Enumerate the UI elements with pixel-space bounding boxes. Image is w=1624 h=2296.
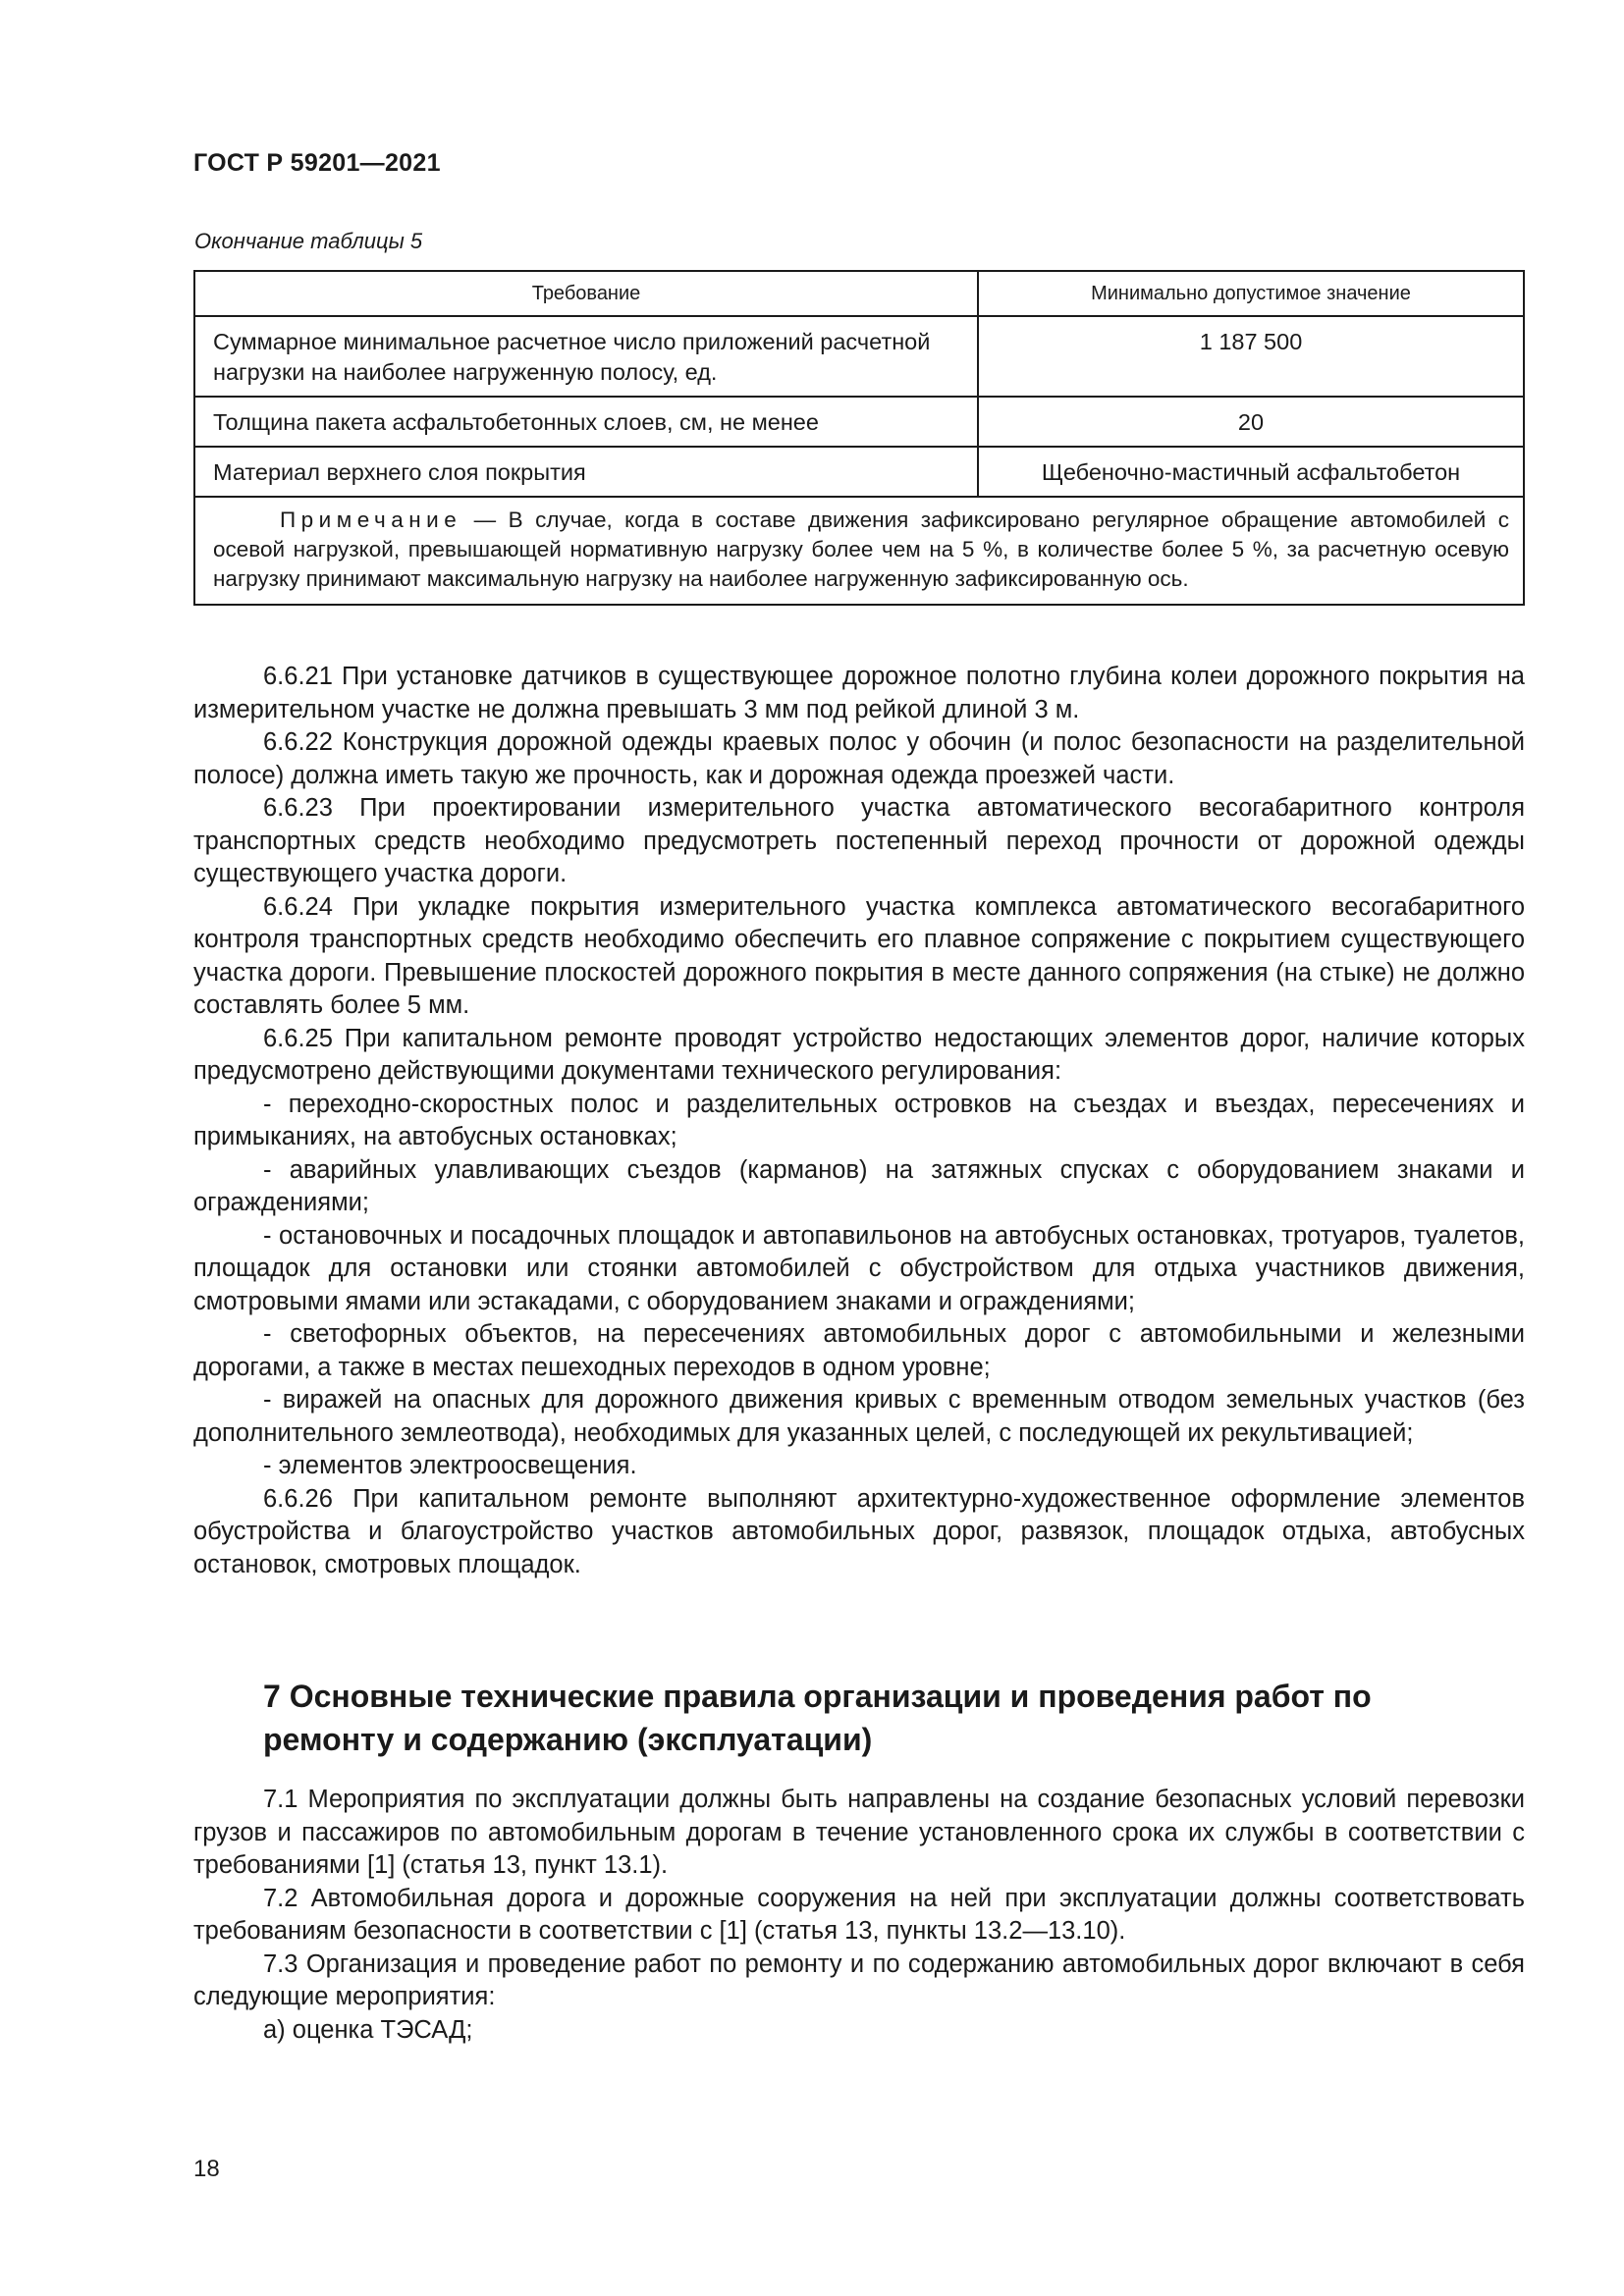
list-item: - виражей на опасных для дорожного движения кривых с временным отводом земельных участков (без дополнительного землеотвода), необходимых для указанных целей, с последующей их рекультивацией; <box>193 1386 1525 1447</box>
section-7-text <box>193 1784 1525 2047</box>
list-item: - аварийных улавливающих съездов (карманов) на затяжных спусках с оборудованием знаками и ограждениями; <box>193 1155 1525 1216</box>
list-item: - элементов электроосвещения. <box>263 1452 637 1479</box>
document-id-header: ГОСТ Р 59201—2021 <box>193 149 441 177</box>
paragraph-7-1: 7.1 Мероприятия по эксплуатации должны быть направлены на создание безопасных условий перевозки грузов и пассажиров по автомобильным дорогам в течение установленного срока их службы в соответствии с требованиями [1] (статья 13, пункт 13.1). <box>193 1786 1525 1879</box>
note-label: Примечание <box>280 507 462 532</box>
requirement-cell: Суммарное минимальное расчетное число приложений расчетной нагрузки на наиболее нагруженную полосу, ед. <box>194 316 978 397</box>
paragraph-7-2: 7.2 Автомобильная дорога и дорожные сооружения на ней при эксплуатации должны соответствовать требованиям безопасности в соответствии с [1] (статья 13, пункты 13.2—13.10). <box>193 1884 1525 1945</box>
table-row <box>194 447 1524 497</box>
list-item: - переходно-скоростных полос и разделительных островков на съездах и въездах, пересечениях и примыканиях, на автобусных остановках; <box>193 1090 1525 1150</box>
table-row <box>194 316 1524 397</box>
paragraph-6-6-24: 6.6.24 При укладке покрытия измерительного участка комплекса автоматического весогабаритного контроля транспортных средств необходимо обеспечить его плавное сопряжение с покрытием существующего участка дороги. Превышение плоскостей дорожного покрытия в месте данного сопряжения (на стыке) не должно составлять более 5 мм. <box>193 892 1525 1019</box>
table-header-row <box>194 271 1524 316</box>
column-header-min-value: Минимально допустимое значение <box>978 271 1524 316</box>
value-cell: Щебеночно-мастичный асфальтобетон <box>978 447 1524 497</box>
paragraph-7-3: 7.3 Организация и проведение работ по ремонту и по содержанию автомобильных дорог включают в себя следующие мероприятия: <box>193 1949 1525 2010</box>
table-note-row <box>194 497 1524 605</box>
value-cell: 20 <box>978 397 1524 447</box>
paragraph-6-6-26: 6.6.26 При капитальном ремонте выполняют архитектурно-художественное оформление элементов обустройства и благоустройство участков автомобильных дорог, развязок, площадок отдыха, автобусных остановок, смотровых площадок. <box>193 1484 1525 1578</box>
list-item: - остановочных и посадочных площадок и автопавильонов на автобусных остановках, тротуаров, туалетов, площадок для остановки или стоянки автомобилей с обустройством для отдыха участников движения, смотровыми ямами или эстакадами, с оборудованием знаками и ограждениями; <box>193 1221 1525 1315</box>
clause-6-6-text <box>193 661 1525 1581</box>
table-note <box>194 497 1524 605</box>
requirements-table <box>193 270 1525 606</box>
list-item: а) оценка ТЭСАД; <box>263 2015 473 2044</box>
section-7-title: 7 Основные технические правила организации и проведения работ по ремонту и содержанию (эксплуатации) <box>263 1679 1372 1757</box>
requirement-cell: Толщина пакета асфальтобетонных слоев, см, не менее <box>194 397 978 447</box>
page-number: 18 <box>193 2156 220 2182</box>
note-text: — В случае, когда в составе движения зафиксировано регулярное обращение автомобилей с осевой нагрузкой, превышающей нормативную нагрузку более чем на 5 %, в количестве более 5 %, за расчетную осевую нагрузку принимают максимальную нагрузку на наиболее нагруженную зафиксированную ось. <box>213 507 1509 591</box>
list-item: - светофорных объектов, на пересечениях автомобильных дорог с автомобильными и железными дорогами, а также в местах пешеходных переходов в одном уровне; <box>193 1320 1525 1381</box>
paragraph-6-6-22: 6.6.22 Конструкция дорожной одежды краевых полос у обочин (и полос безопасности на разделительной полосе) должна иметь такую же прочность, как и дорожная одежда проезжей части. <box>193 728 1525 789</box>
requirement-cell: Материал верхнего слоя покрытия <box>194 447 978 497</box>
column-header-requirement: Требование <box>194 271 978 316</box>
value-cell: 1 187 500 <box>978 316 1524 397</box>
table-caption: Окончание таблицы 5 <box>194 229 423 253</box>
paragraph-6-6-25: 6.6.25 При капитальном ремонте проводят устройство недостающих элементов дорог, наличие которых предусмотрено действующими документами технического регулирования: <box>193 1024 1525 1085</box>
table-row <box>194 397 1524 447</box>
paragraph-6-6-23: 6.6.23 При проектировании измерительного участка автоматического весогабаритного контроля транспортных средств необходимо предусмотреть постепенный переход прочности от дорожной одежды существующего участка дороги. <box>193 794 1525 887</box>
paragraph-6-6-21: 6.6.21 При установке датчиков в существующее дорожное полотно глубина колеи дорожного покрытия на измерительном участке не должна превышать 3 мм под рейкой длиной 3 м. <box>193 663 1525 723</box>
